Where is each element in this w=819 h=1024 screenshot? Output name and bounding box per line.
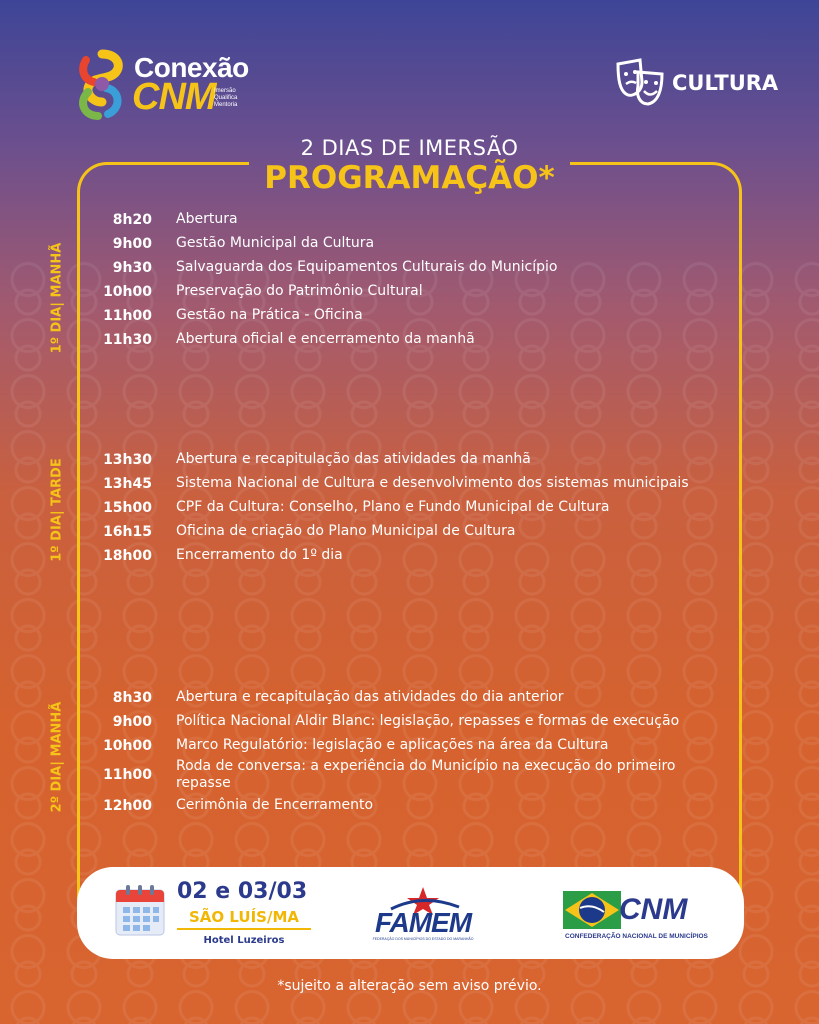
schedule-desc: Oficina de criação do Plano Municipal de Cultura [176, 523, 516, 539]
famem-logo [371, 885, 475, 945]
schedule-desc: Salvaguarda dos Equipamentos Culturais do Município [176, 259, 558, 275]
schedule-desc: Roda de conversa: a experiência do Município na execução do primeiro repasse [176, 758, 676, 791]
cnm-subtitle: CONFEDERAÇÃO NACIONAL DE MUNICÍPIOS [565, 933, 708, 940]
schedule-time: 11h00 [103, 307, 152, 324]
brand-tagline [214, 88, 254, 109]
schedule-row [100, 283, 720, 300]
schedule-row [100, 451, 720, 468]
frame-top-right [570, 162, 700, 165]
schedule-row [100, 211, 720, 228]
conexao-cnm-logo [76, 46, 266, 122]
schedule-row [100, 235, 720, 252]
theater-masks-icon [612, 56, 668, 112]
schedule-desc: Abertura oficial e encerramento da manhã [176, 331, 475, 347]
schedule-desc: Sistema Nacional de Cultura e desenvolvimento dos sistemas municipais [176, 475, 689, 491]
schedule-desc: Marco Regulatório: legislação e aplicações na área da Cultura [176, 737, 609, 753]
famem-subtitle: FEDERAÇÃO DOS MUNICÍPIOS DO ESTADO DO MARANHÃO [372, 937, 474, 941]
schedule-row [100, 259, 720, 276]
cultura-badge [612, 56, 782, 114]
schedule-row [100, 737, 720, 754]
schedule-row [100, 797, 720, 814]
event-city: SÃO LUÍS/MA [177, 908, 311, 930]
footnote: *sujeito a alteração sem aviso prévio. [277, 978, 542, 994]
schedule-time: 8h20 [112, 211, 152, 228]
schedule-desc: Preservação do Patrimônio Cultural [176, 283, 423, 299]
schedule-time: 13h45 [103, 475, 152, 492]
schedule-desc: CPF da Cultura: Conselho, Plano e Fundo Municipal de Cultura [176, 499, 610, 515]
frame-left [77, 200, 80, 900]
brand-title: Conexão [134, 52, 249, 83]
event-date: 02 e 03/03 [177, 879, 308, 904]
schedule-row [100, 475, 720, 492]
schedule-time: 15h00 [103, 499, 152, 516]
schedule-desc: Abertura e recapitulação das atividades da manhã [176, 451, 531, 467]
cnm-name: CNM [619, 893, 688, 926]
schedule-row [100, 331, 720, 348]
tagline-line: Imersão [214, 88, 236, 94]
block-label-day2-morning: 2º DIA| MANHÃ [49, 701, 65, 813]
event-info-card [77, 867, 744, 959]
frame-top-left [119, 162, 249, 165]
page-title: PROGRAMAÇÃO* [264, 160, 555, 196]
schedule-row [100, 307, 720, 324]
schedule-time: 9h30 [112, 259, 152, 276]
brand-sub: CNM [132, 76, 216, 118]
schedule-time: 8h30 [112, 689, 152, 706]
schedule-desc: Cerimônia de Encerramento [176, 797, 374, 813]
section-label: CULTURA [672, 71, 779, 95]
schedule-desc: Abertura e recapitulação das atividades do dia anterior [176, 689, 564, 705]
schedule-time: 11h00 [103, 767, 152, 783]
schedule-row [100, 758, 720, 792]
schedule-row [100, 689, 720, 706]
calendar-icon [115, 884, 165, 936]
schedule-time: 18h00 [103, 547, 152, 564]
famem-name: FAMEM [374, 907, 472, 938]
schedule-desc: Gestão Municipal da Cultura [176, 235, 375, 251]
schedule-time: 12h00 [103, 797, 152, 814]
frame-right [739, 200, 742, 900]
schedule-time: 13h30 [103, 451, 152, 468]
schedule-time: 9h00 [112, 713, 152, 730]
schedule-time: 10h00 [103, 283, 152, 300]
cnm-logo [563, 881, 713, 945]
brazil-flag-icon [563, 883, 623, 933]
schedule-row [100, 523, 720, 540]
block-label-day1-morning: 1º DIA| MANHÃ [49, 242, 65, 354]
conexao-logo-icon [76, 48, 128, 120]
schedule-time: 16h15 [103, 523, 152, 540]
schedule-time: 10h00 [103, 737, 152, 754]
tagline-line: Qualifica [214, 95, 238, 101]
schedule-desc: Abertura [176, 211, 238, 227]
schedule-desc: Política Nacional Aldir Blanc: legislação, repasses e formas de execução [176, 713, 680, 729]
schedule-row [100, 713, 720, 730]
schedule-time: 11h30 [103, 331, 152, 348]
schedule-desc: Gestão na Prática - Oficina [176, 307, 363, 323]
schedule-time: 9h00 [112, 235, 152, 252]
schedule-row [100, 547, 720, 564]
subtitle: 2 DIAS DE IMERSÃO [300, 136, 519, 160]
schedule-desc: Encerramento do 1º dia [176, 547, 343, 563]
schedule-row [100, 499, 720, 516]
event-venue: Hotel Luzeiros [203, 935, 285, 946]
tagline-line: Mentoria [214, 102, 238, 108]
block-label-day1-afternoon: 1º DIA| TARDE [49, 458, 65, 562]
